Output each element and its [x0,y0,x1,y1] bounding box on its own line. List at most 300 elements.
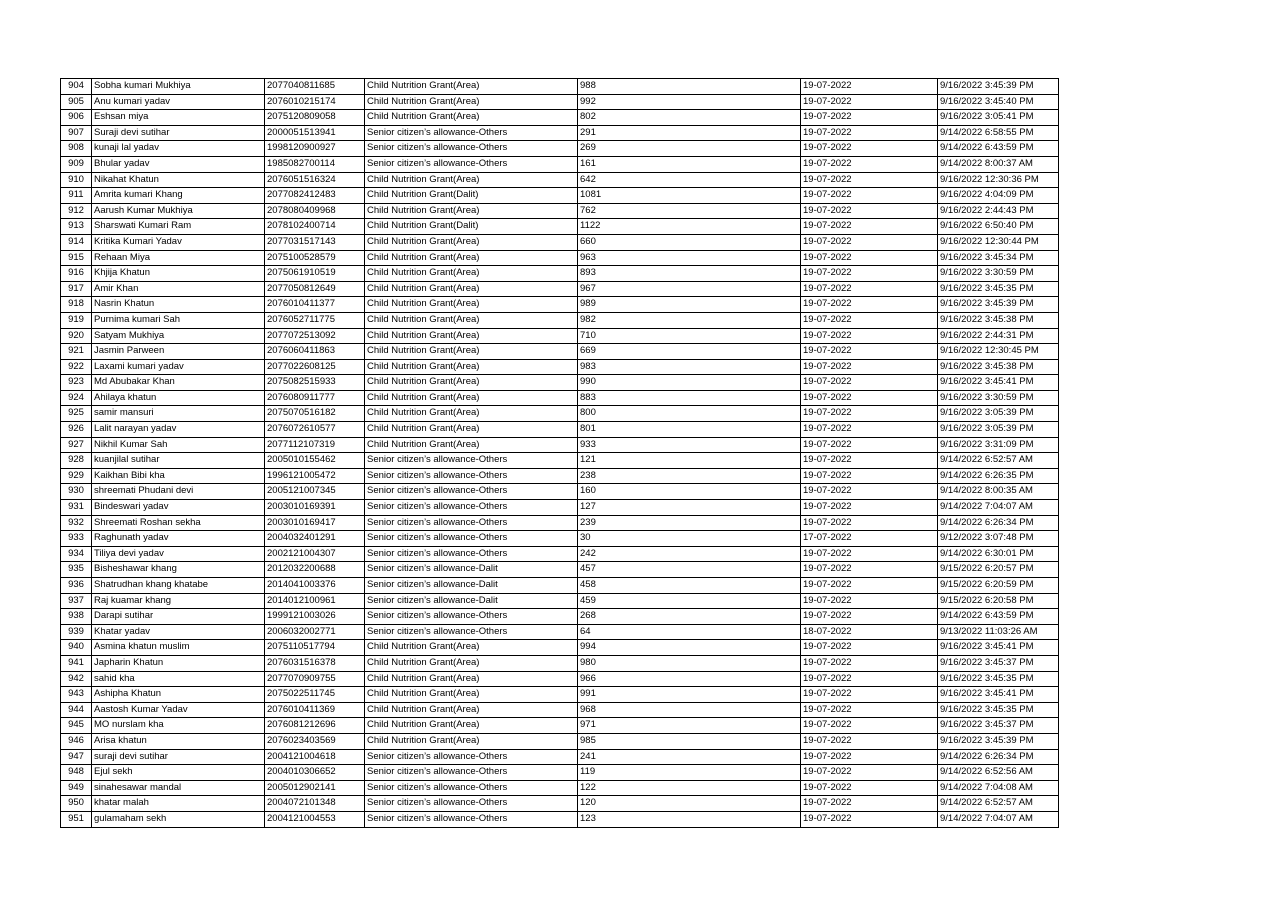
id-number-cell: 2076081212696 [265,718,365,734]
timestamp-cell: 9/14/2022 6:52:56 AM [938,765,1059,781]
amount-cell: 988 [578,79,801,95]
name-cell: Satyam Mukhiya [92,328,265,344]
serial-number-cell: 916 [61,266,92,282]
name-cell: Bisheshawar khang [92,562,265,578]
table-row [61,281,1059,297]
name-cell: Darapi sutihar [92,609,265,625]
timestamp-cell: 9/16/2022 3:45:35 PM [938,702,1059,718]
table-row [61,578,1059,594]
id-number-cell: 2076051516324 [265,172,365,188]
date-cell: 19-07-2022 [801,484,938,500]
serial-number-cell: 904 [61,79,92,95]
timestamp-cell: 9/14/2022 6:26:35 PM [938,468,1059,484]
allowance-type-cell: Child Nutrition Grant(Area) [365,640,578,656]
table-row [61,687,1059,703]
serial-number-cell: 932 [61,515,92,531]
table-row [61,484,1059,500]
serial-number-cell: 928 [61,453,92,469]
table-row [61,406,1059,422]
allowance-type-cell: Child Nutrition Grant(Dalit) [365,219,578,235]
id-number-cell: 2075100528579 [265,250,365,266]
table-row [61,125,1059,141]
id-number-cell: 2075061910519 [265,266,365,282]
date-cell: 19-07-2022 [801,515,938,531]
amount-cell: 161 [578,156,801,172]
allowance-type-cell: Senior citizen’s allowance-Others [365,141,578,157]
timestamp-cell: 9/16/2022 3:45:37 PM [938,718,1059,734]
timestamp-cell: 9/15/2022 6:20:57 PM [938,562,1059,578]
allowance-type-cell: Child Nutrition Grant(Area) [365,437,578,453]
table-row [61,593,1059,609]
name-cell: Aastosh Kumar Yadav [92,702,265,718]
date-cell: 18-07-2022 [801,624,938,640]
allowance-type-cell: Child Nutrition Grant(Area) [365,297,578,313]
table-row [61,375,1059,391]
timestamp-cell: 9/14/2022 6:58:55 PM [938,125,1059,141]
amount-cell: 269 [578,141,801,157]
timestamp-cell: 9/16/2022 3:45:39 PM [938,79,1059,95]
timestamp-cell: 9/16/2022 3:30:59 PM [938,266,1059,282]
id-number-cell: 2077112107319 [265,437,365,453]
date-cell: 19-07-2022 [801,718,938,734]
date-cell: 19-07-2022 [801,671,938,687]
timestamp-cell: 9/16/2022 12:30:45 PM [938,344,1059,360]
id-number-cell: 2004072101348 [265,796,365,812]
table-row [61,811,1059,827]
date-cell: 19-07-2022 [801,811,938,827]
table-row [61,500,1059,516]
amount-cell: 710 [578,328,801,344]
timestamp-cell: 9/14/2022 8:00:37 AM [938,156,1059,172]
id-number-cell: 2002121004307 [265,546,365,562]
serial-number-cell: 942 [61,671,92,687]
serial-number-cell: 948 [61,765,92,781]
table-row [61,702,1059,718]
id-number-cell: 2075070516182 [265,406,365,422]
table-row [61,312,1059,328]
date-cell: 19-07-2022 [801,733,938,749]
allowance-type-cell: Senior citizen’s allowance-Others [365,765,578,781]
serial-number-cell: 951 [61,811,92,827]
id-number-cell: 2076010411377 [265,297,365,313]
allowance-type-cell: Child Nutrition Grant(Area) [365,110,578,126]
id-number-cell: 2076052711775 [265,312,365,328]
table-row [61,172,1059,188]
id-number-cell: 2075082515933 [265,375,365,391]
serial-number-cell: 920 [61,328,92,344]
serial-number-cell: 915 [61,250,92,266]
serial-number-cell: 930 [61,484,92,500]
timestamp-cell: 9/14/2022 6:52:57 AM [938,796,1059,812]
date-cell: 19-07-2022 [801,234,938,250]
date-cell: 19-07-2022 [801,344,938,360]
table-row [61,390,1059,406]
serial-number-cell: 943 [61,687,92,703]
name-cell: Bindeswari yadav [92,500,265,516]
name-cell: Asmina khatun muslim [92,640,265,656]
table-row [61,468,1059,484]
name-cell: Shatrudhan khang khatabe [92,578,265,594]
name-cell: Sharswati Kumari Ram [92,219,265,235]
allowance-type-cell: Child Nutrition Grant(Area) [365,250,578,266]
id-number-cell: 2076072610577 [265,422,365,438]
timestamp-cell: 9/15/2022 6:20:59 PM [938,578,1059,594]
timestamp-cell: 9/16/2022 3:05:39 PM [938,422,1059,438]
table-row [61,250,1059,266]
timestamp-cell: 9/14/2022 8:00:35 AM [938,484,1059,500]
timestamp-cell: 9/16/2022 3:05:39 PM [938,406,1059,422]
allowance-type-cell: Child Nutrition Grant(Area) [365,281,578,297]
id-number-cell: 2077031517143 [265,234,365,250]
table-row [61,780,1059,796]
timestamp-cell: 9/16/2022 2:44:43 PM [938,203,1059,219]
date-cell: 19-07-2022 [801,437,938,453]
id-number-cell: 2076023403569 [265,733,365,749]
allowance-type-cell: Senior citizen’s allowance-Others [365,546,578,562]
allowance-type-cell: Child Nutrition Grant(Area) [365,344,578,360]
amount-cell: 242 [578,546,801,562]
serial-number-cell: 940 [61,640,92,656]
timestamp-cell: 9/16/2022 3:31:09 PM [938,437,1059,453]
date-cell: 19-07-2022 [801,422,938,438]
amount-cell: 982 [578,312,801,328]
allowance-type-cell: Child Nutrition Grant(Area) [365,359,578,375]
amount-cell: 1081 [578,188,801,204]
name-cell: Kritika Kumari Yadav [92,234,265,250]
name-cell: Raghunath yadav [92,531,265,547]
amount-cell: 933 [578,437,801,453]
serial-number-cell: 908 [61,141,92,157]
name-cell: Purnima kumari Sah [92,312,265,328]
serial-number-cell: 939 [61,624,92,640]
allowance-type-cell: Child Nutrition Grant(Area) [365,172,578,188]
name-cell: Lalit narayan yadav [92,422,265,438]
allowance-type-cell: Senior citizen’s allowance-Others [365,749,578,765]
timestamp-cell: 9/16/2022 3:45:37 PM [938,655,1059,671]
serial-number-cell: 931 [61,500,92,516]
name-cell: Ashipha Khatun [92,687,265,703]
name-cell: Rehaan Miya [92,250,265,266]
amount-cell: 238 [578,468,801,484]
date-cell: 17-07-2022 [801,531,938,547]
serial-number-cell: 922 [61,359,92,375]
allowance-type-cell: Senior citizen’s allowance-Others [365,609,578,625]
id-number-cell: 2004121004618 [265,749,365,765]
name-cell: Aarush Kumar Mukhiya [92,203,265,219]
timestamp-cell: 9/14/2022 7:04:07 AM [938,811,1059,827]
name-cell: Amrita kumari Khang [92,188,265,204]
amount-cell: 30 [578,531,801,547]
id-number-cell: 2077070909755 [265,671,365,687]
date-cell: 19-07-2022 [801,219,938,235]
id-number-cell: 2078080409968 [265,203,365,219]
serial-number-cell: 937 [61,593,92,609]
amount-cell: 642 [578,172,801,188]
allowance-type-cell: Senior citizen’s allowance-Others [365,531,578,547]
id-number-cell: 2075120809058 [265,110,365,126]
timestamp-cell: 9/16/2022 3:45:38 PM [938,312,1059,328]
id-number-cell: 2005010155462 [265,453,365,469]
amount-cell: 989 [578,297,801,313]
name-cell: Laxami kumari yadav [92,359,265,375]
id-number-cell: 2077082412483 [265,188,365,204]
serial-number-cell: 925 [61,406,92,422]
serial-number-cell: 911 [61,188,92,204]
amount-cell: 119 [578,765,801,781]
name-cell: Nikhil Kumar Sah [92,437,265,453]
id-number-cell: 2006032002771 [265,624,365,640]
amount-cell: 121 [578,453,801,469]
amount-cell: 994 [578,640,801,656]
allowance-type-cell: Senior citizen’s allowance-Others [365,453,578,469]
id-number-cell: 2076060411863 [265,344,365,360]
amount-cell: 762 [578,203,801,219]
table-row [61,765,1059,781]
id-number-cell: 2077050812649 [265,281,365,297]
timestamp-cell: 9/16/2022 3:45:39 PM [938,297,1059,313]
id-number-cell: 2005121007345 [265,484,365,500]
serial-number-cell: 935 [61,562,92,578]
date-cell: 19-07-2022 [801,702,938,718]
table-row [61,359,1059,375]
name-cell: Shreemati Roshan sekha [92,515,265,531]
allowance-type-cell: Child Nutrition Grant(Area) [365,79,578,95]
table-row [61,624,1059,640]
date-cell: 19-07-2022 [801,796,938,812]
amount-cell: 127 [578,500,801,516]
name-cell: Ejul sekh [92,765,265,781]
timestamp-cell: 9/16/2022 6:50:40 PM [938,219,1059,235]
serial-number-cell: 950 [61,796,92,812]
name-cell: Sobha kumari Mukhiya [92,79,265,95]
date-cell: 19-07-2022 [801,375,938,391]
date-cell: 19-07-2022 [801,281,938,297]
table-row [61,234,1059,250]
id-number-cell: 2075110517794 [265,640,365,656]
id-number-cell: 1985082700114 [265,156,365,172]
serial-number-cell: 927 [61,437,92,453]
table-row [61,749,1059,765]
serial-number-cell: 947 [61,749,92,765]
allowance-type-cell: Child Nutrition Grant(Area) [365,687,578,703]
name-cell: Kaikhan Bibi kha [92,468,265,484]
date-cell: 19-07-2022 [801,500,938,516]
table-row [61,453,1059,469]
serial-number-cell: 917 [61,281,92,297]
id-number-cell: 2005012902141 [265,780,365,796]
allowance-type-cell: Senior citizen’s allowance-Dalit [365,593,578,609]
amount-cell: 990 [578,375,801,391]
serial-number-cell: 910 [61,172,92,188]
allowance-type-cell: Child Nutrition Grant(Area) [365,390,578,406]
name-cell: Tiliya devi yadav [92,546,265,562]
allowance-type-cell: Child Nutrition Grant(Area) [365,422,578,438]
amount-cell: 239 [578,515,801,531]
amount-cell: 980 [578,655,801,671]
timestamp-cell: 9/14/2022 6:43:59 PM [938,141,1059,157]
amount-cell: 660 [578,234,801,250]
amount-cell: 966 [578,671,801,687]
table-row [61,609,1059,625]
table-row [61,531,1059,547]
timestamp-cell: 9/16/2022 3:30:59 PM [938,390,1059,406]
allowance-type-cell: Child Nutrition Grant(Area) [365,375,578,391]
allowance-type-cell: Senior citizen’s allowance-Others [365,500,578,516]
date-cell: 19-07-2022 [801,297,938,313]
timestamp-cell: 9/16/2022 3:05:41 PM [938,110,1059,126]
serial-number-cell: 938 [61,609,92,625]
timestamp-cell: 9/16/2022 3:45:35 PM [938,281,1059,297]
date-cell: 19-07-2022 [801,593,938,609]
serial-number-cell: 919 [61,312,92,328]
name-cell: Ahilaya khatun [92,390,265,406]
name-cell: kuanjilal sutihar [92,453,265,469]
table-row [61,515,1059,531]
serial-number-cell: 921 [61,344,92,360]
date-cell: 19-07-2022 [801,406,938,422]
amount-cell: 971 [578,718,801,734]
serial-number-cell: 949 [61,780,92,796]
id-number-cell: 2014012100961 [265,593,365,609]
amount-cell: 1122 [578,219,801,235]
serial-number-cell: 924 [61,390,92,406]
id-number-cell: 2000051513941 [265,125,365,141]
allowance-type-cell: Senior citizen’s allowance-Dalit [365,578,578,594]
allowance-type-cell: Senior citizen’s allowance-Others [365,484,578,500]
allowance-type-cell: Senior citizen’s allowance-Others [365,125,578,141]
allowance-type-cell: Senior citizen’s allowance-Others [365,468,578,484]
timestamp-cell: 9/16/2022 12:30:36 PM [938,172,1059,188]
allowance-type-cell: Child Nutrition Grant(Area) [365,94,578,110]
date-cell: 19-07-2022 [801,749,938,765]
id-number-cell: 1996121005472 [265,468,365,484]
timestamp-cell: 9/15/2022 6:20:58 PM [938,593,1059,609]
name-cell: kunaji lal yadav [92,141,265,157]
allowance-type-cell: Senior citizen’s allowance-Others [365,156,578,172]
date-cell: 19-07-2022 [801,203,938,219]
amount-cell: 458 [578,578,801,594]
amount-cell: 160 [578,484,801,500]
table-row [61,562,1059,578]
id-number-cell: 2076010411369 [265,702,365,718]
name-cell: samir mansuri [92,406,265,422]
amount-cell: 963 [578,250,801,266]
id-number-cell: 2077040811685 [265,79,365,95]
serial-number-cell: 913 [61,219,92,235]
name-cell: Suraji devi sutihar [92,125,265,141]
name-cell: Amir Khan [92,281,265,297]
amount-cell: 64 [578,624,801,640]
timestamp-cell: 9/12/2022 3:07:48 PM [938,531,1059,547]
name-cell: suraji devi sutihar [92,749,265,765]
timestamp-cell: 9/16/2022 3:45:41 PM [938,375,1059,391]
timestamp-cell: 9/14/2022 7:04:08 AM [938,780,1059,796]
name-cell: Jasmin Parween [92,344,265,360]
table-row [61,655,1059,671]
date-cell: 19-07-2022 [801,156,938,172]
timestamp-cell: 9/14/2022 7:04:07 AM [938,500,1059,516]
allowance-type-cell: Senior citizen’s allowance-Others [365,796,578,812]
allowance-type-cell: Senior citizen’s allowance-Dalit [365,562,578,578]
name-cell: Nasrin Khatun [92,297,265,313]
table-row [61,156,1059,172]
allowance-type-cell: Child Nutrition Grant(Dalit) [365,188,578,204]
date-cell: 19-07-2022 [801,562,938,578]
allowance-type-cell: Child Nutrition Grant(Area) [365,733,578,749]
amount-cell: 122 [578,780,801,796]
serial-number-cell: 912 [61,203,92,219]
amount-cell: 800 [578,406,801,422]
table-row [61,79,1059,95]
timestamp-cell: 9/16/2022 3:45:35 PM [938,671,1059,687]
name-cell: sahid kha [92,671,265,687]
date-cell: 19-07-2022 [801,312,938,328]
table-row [61,328,1059,344]
date-cell: 19-07-2022 [801,687,938,703]
timestamp-cell: 9/16/2022 3:45:34 PM [938,250,1059,266]
allowance-type-cell: Child Nutrition Grant(Area) [365,655,578,671]
table-row [61,546,1059,562]
allowance-type-cell: Child Nutrition Grant(Area) [365,671,578,687]
id-number-cell: 1999121003026 [265,609,365,625]
amount-cell: 883 [578,390,801,406]
date-cell: 19-07-2022 [801,79,938,95]
timestamp-cell: 9/16/2022 2:44:31 PM [938,328,1059,344]
id-number-cell: 2014041003376 [265,578,365,594]
name-cell: Nikahat Khatun [92,172,265,188]
date-cell: 19-07-2022 [801,141,938,157]
allowance-type-cell: Senior citizen’s allowance-Others [365,624,578,640]
name-cell: Arisa khatun [92,733,265,749]
id-number-cell: 2004032401291 [265,531,365,547]
date-cell: 19-07-2022 [801,578,938,594]
serial-number-cell: 944 [61,702,92,718]
serial-number-cell: 934 [61,546,92,562]
serial-number-cell: 933 [61,531,92,547]
serial-number-cell: 929 [61,468,92,484]
serial-number-cell: 923 [61,375,92,391]
allowance-type-cell: Child Nutrition Grant(Area) [365,203,578,219]
id-number-cell: 2077022608125 [265,359,365,375]
amount-cell: 459 [578,593,801,609]
id-number-cell: 2078102400714 [265,219,365,235]
date-cell: 19-07-2022 [801,188,938,204]
table-row [61,422,1059,438]
amount-cell: 801 [578,422,801,438]
date-cell: 19-07-2022 [801,765,938,781]
date-cell: 19-07-2022 [801,110,938,126]
date-cell: 19-07-2022 [801,609,938,625]
date-cell: 19-07-2022 [801,390,938,406]
allowance-type-cell: Senior citizen’s allowance-Others [365,811,578,827]
name-cell: Eshsan miya [92,110,265,126]
date-cell: 19-07-2022 [801,780,938,796]
amount-cell: 985 [578,733,801,749]
timestamp-cell: 9/14/2022 6:52:57 AM [938,453,1059,469]
timestamp-cell: 9/16/2022 3:45:39 PM [938,733,1059,749]
table-row [61,219,1059,235]
name-cell: gulamaham sekh [92,811,265,827]
date-cell: 19-07-2022 [801,640,938,656]
serial-number-cell: 914 [61,234,92,250]
name-cell: Raj kuamar khang [92,593,265,609]
date-cell: 19-07-2022 [801,468,938,484]
timestamp-cell: 9/16/2022 3:45:40 PM [938,94,1059,110]
date-cell: 19-07-2022 [801,359,938,375]
table-body [61,79,1059,828]
amount-cell: 241 [578,749,801,765]
amount-cell: 120 [578,796,801,812]
